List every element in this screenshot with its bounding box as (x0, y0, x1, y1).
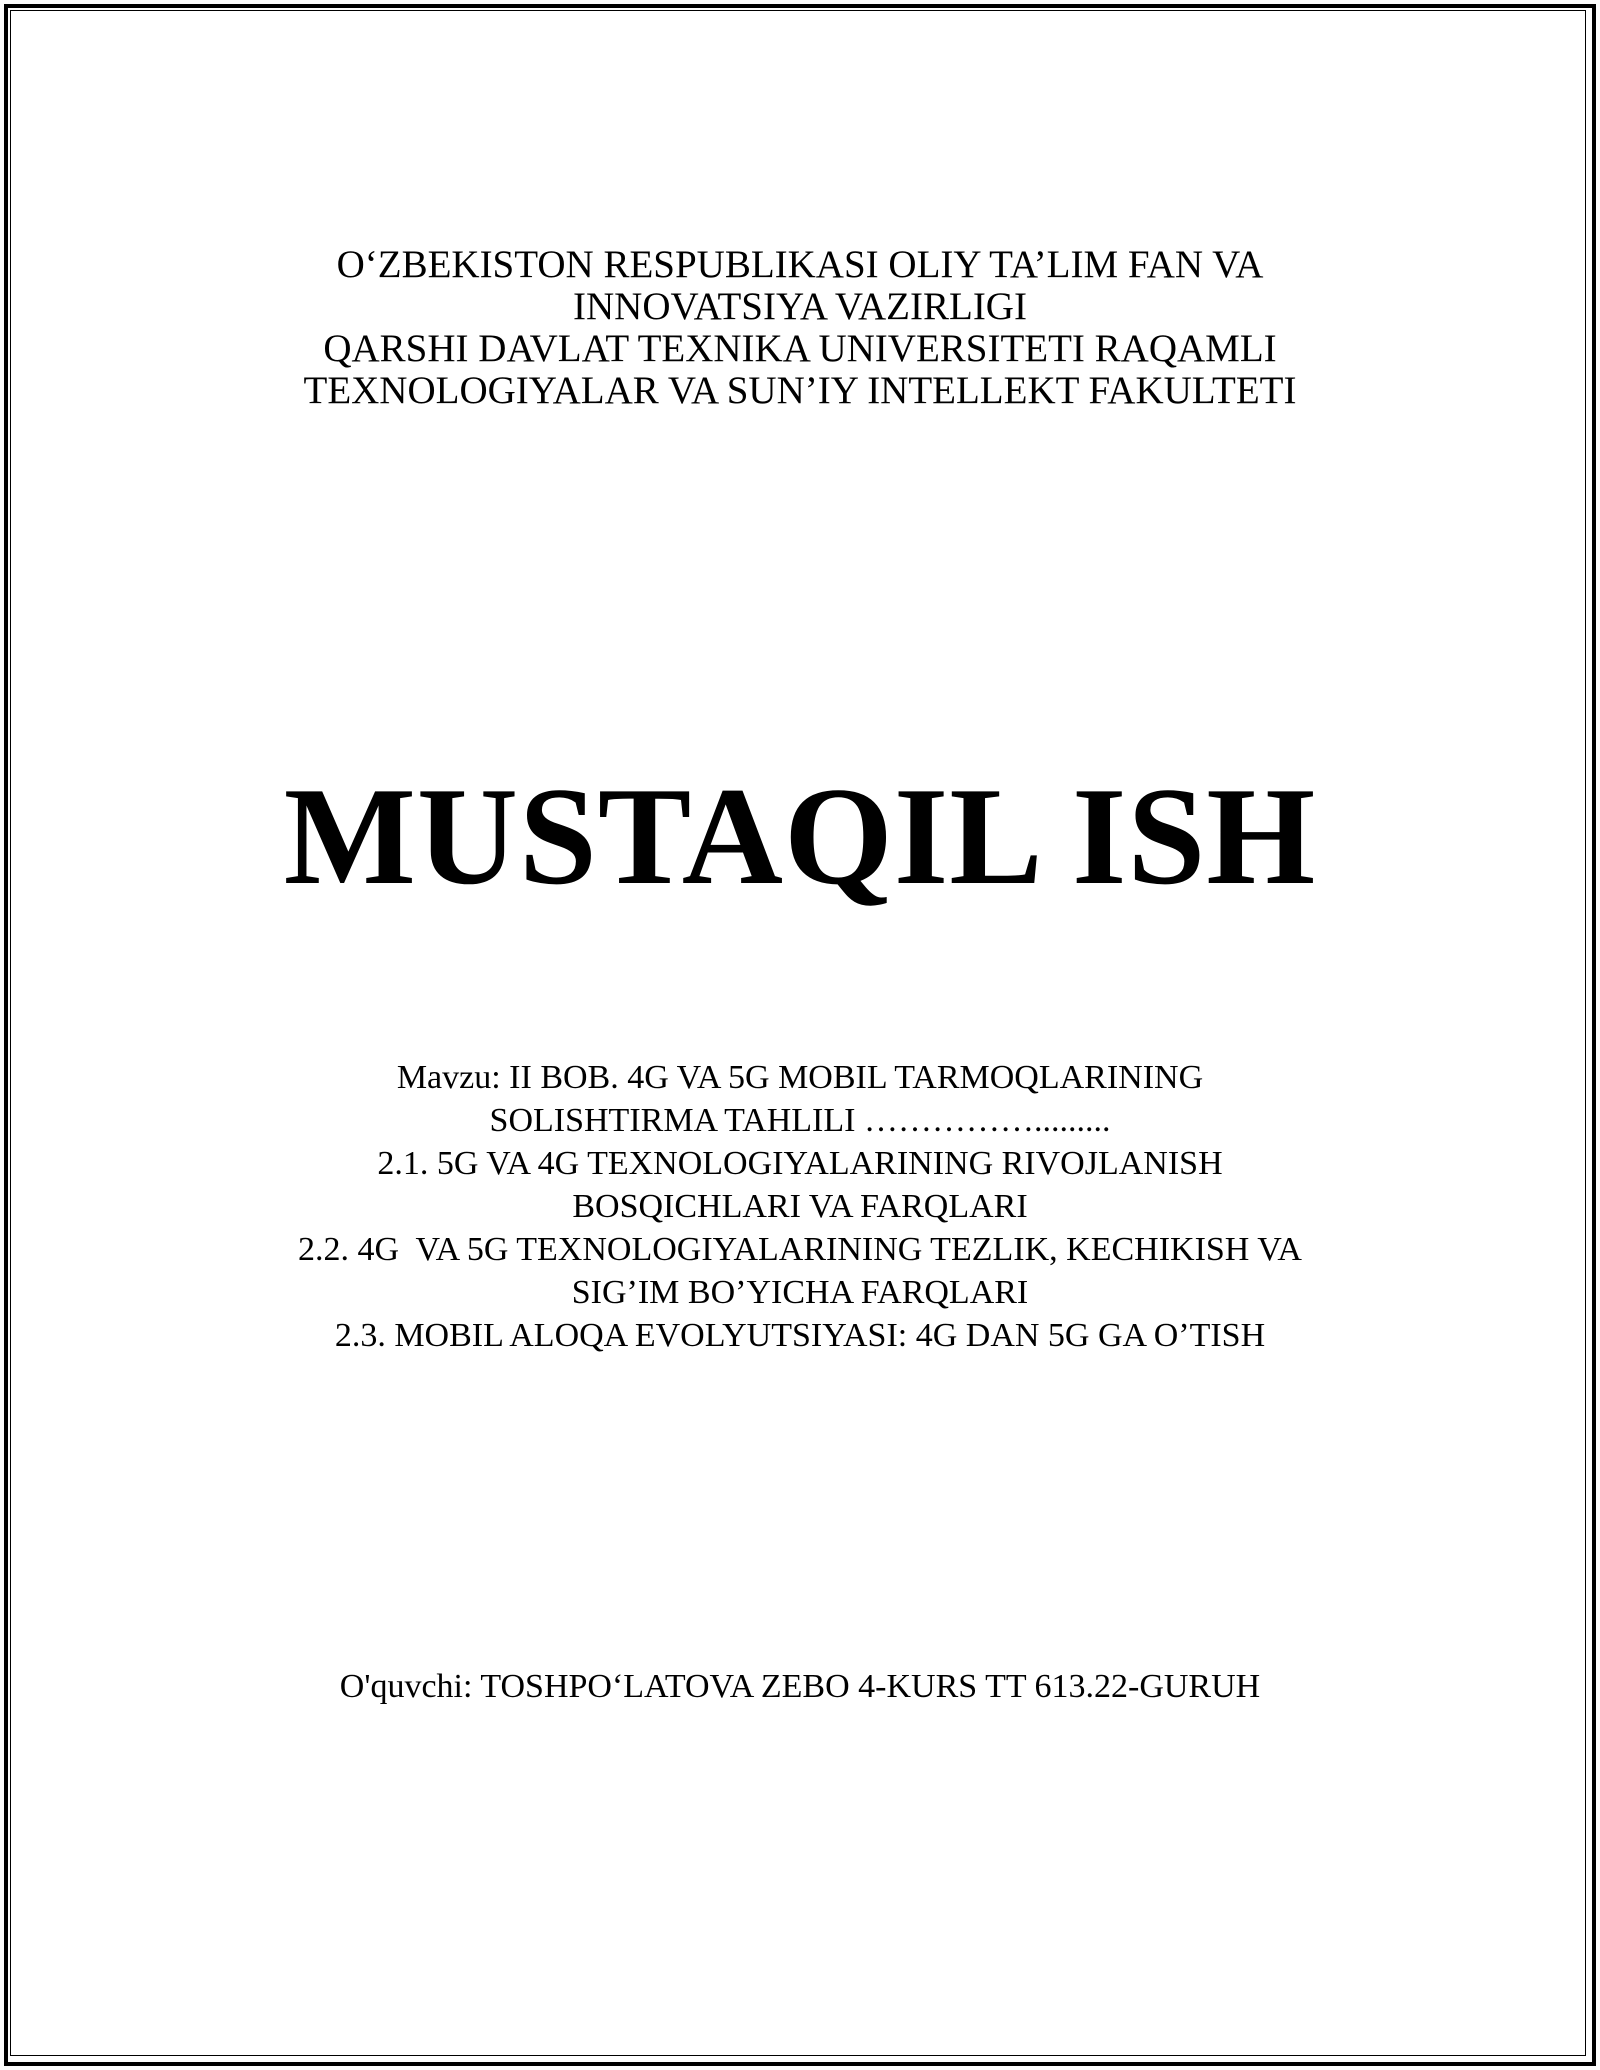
topic-line: 2.3. MOBIL ALOQA EVOLYUTSIYASI: 4G DAN 5G GA O’TISH (334, 1317, 1266, 1354)
institution-header (0, 244, 1600, 412)
topic-line: 2.1. 5G VA 4G TEXNOLOGIYALARINING RIVOJLANISH (377, 1145, 1223, 1182)
header-line: TEXNOLOGIYALAR VA SUN’IY INTELLEKT FAKULTETI (303, 369, 1297, 412)
header-line: O‘ZBEKISTON RESPUBLIKASI OLIY TA’LIM FAN VA (336, 243, 1264, 286)
student-info: O'quvchi: TOSHPO‘LATOVA ZEBO 4-KURS TT 613.22-GURUH (339, 1668, 1261, 1705)
topic-line: BOSQICHLARI VA FARQLARI (572, 1188, 1028, 1225)
document-title: MUSTAQIL ISH (283, 759, 1317, 914)
header-line: INNOVATSIYA VAZIRLIGI (573, 285, 1027, 328)
topic-block (0, 1056, 1600, 1357)
topic-line: SIG’IM BO’YICHA FARQLARI (571, 1274, 1029, 1311)
topic-line: Mavzu: II BOB. 4G VA 5G MOBIL TARMOQLARINING (396, 1059, 1204, 1096)
header-line: QARSHI DAVLAT TEXNIKA UNIVERSITETI RAQAMLI (323, 327, 1277, 370)
topic-line: 2.2. 4G VA 5G TEXNOLOGIYALARINING TEZLIK, KECHIKISH VA (298, 1231, 1302, 1268)
topic-line: SOLISHTIRMA TAHLILI ……………......... (489, 1102, 1111, 1139)
